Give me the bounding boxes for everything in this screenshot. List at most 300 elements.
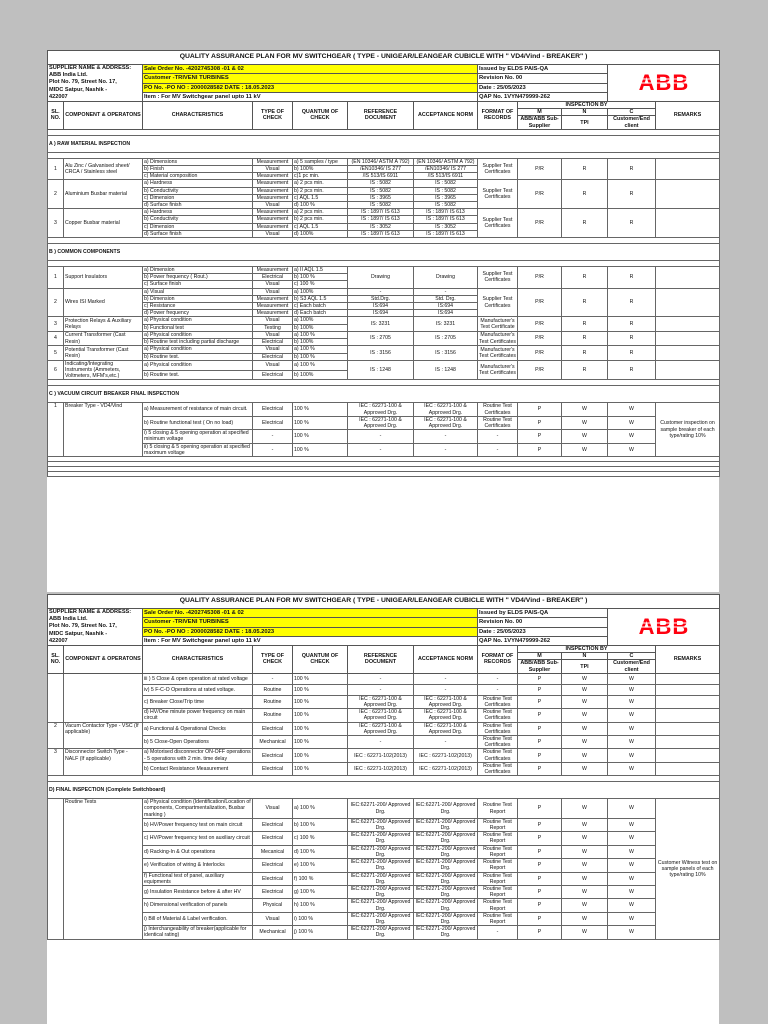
characteristic: b) HV/Power frequency test on main circuit [143,818,253,831]
check-quantum: 100 % [293,722,348,735]
inspection-c: R [608,360,656,380]
remarks [656,288,720,317]
table-row [48,180,720,187]
qap-page-1 [47,50,719,592]
inspection-c: W [608,885,656,898]
check-quantum: b) 100% [293,324,348,331]
table-row [48,684,720,695]
acceptance-norm: IEC:62271-200/ Approved Drg. [414,912,478,925]
inspection-n: W [562,926,608,939]
check-type: Visual [253,230,293,237]
col-reference: REFERENCE DOCUMENT [348,102,414,130]
check-type: Measurement [253,158,293,165]
section-title: A ) RAW MATERIAL INSPECTION [48,135,720,152]
col-m: M [518,653,562,660]
table-row [48,885,720,898]
supplier-address [48,609,143,646]
check-quantum: b) S3 AQL 1.5 [293,295,348,302]
check-type: Electrical [253,353,293,360]
inspection-m: P [518,684,562,695]
acceptance-norm: IEC:62271-200/ Approved Drg. [414,872,478,885]
check-type: Electrical [253,885,293,898]
check-type: Measurement [253,194,293,201]
inspection-c: W [608,818,656,831]
check-type: Measurement [253,223,293,230]
col-acceptance: ACCEPTANCE NORM [414,102,478,130]
characteristic: a) Physical condition [143,360,253,370]
characteristic: c) Breaker Close/Trip time [143,695,253,708]
reference-document: - [348,443,414,456]
check-quantum: d) 100% [293,230,348,237]
col-m-sub: ABB/ABB Sub-Supplier [518,660,562,673]
characteristic: i) Bill of Material & Label verification. [143,912,253,925]
check-type: Electrical [253,339,293,346]
record-format: Manufacturer's Test Certificate [478,317,518,331]
issued-by: Issued by ELDS PAIS-QA [478,609,608,618]
table-row [48,872,720,885]
table-row [48,799,720,819]
sl-number: 4 [48,331,64,345]
col-n-sub: TPI [562,116,608,129]
check-type: Measurement [253,187,293,194]
check-type: - [253,673,293,684]
remarks [656,317,720,331]
sl-number: 5 [48,346,64,360]
col-inspection-by: INSPECTION BY [518,102,656,109]
characteristic: ii) 5 closing & 5 opening operation at specified maximum voltage [143,443,253,456]
component-name: Vacum Contactor Type - VSC (If applicable) [64,722,143,749]
qap-number: QAP No. 1VYN479999-262 [478,92,608,101]
acceptance-norm: IEC:62271-200/ Approved Drg. [414,926,478,939]
record-format: Routine Test Report [478,899,518,912]
inspection-n: W [562,885,608,898]
inspection-n: W [562,673,608,684]
check-type: - [253,430,293,443]
table-row [48,443,720,456]
inspection-m: P [518,443,562,456]
record-format: Routine Test Certificates [478,416,518,429]
sl-number: 1 [48,403,64,457]
acceptance-norm: IS : 2705 [414,331,478,345]
table-row [48,912,720,925]
reference-document: IEC : 62271-102(2013) [348,762,414,775]
record-format: - [478,443,518,456]
check-type: Electrical [253,859,293,872]
col-m: M [518,109,562,116]
acceptance-norm: - [414,736,478,749]
remarks [656,158,720,180]
check-type: Measurement [253,173,293,180]
characteristic: c) Dimension [143,194,253,201]
inspection-m: P [518,403,562,416]
acceptance-norm: IS : 5082 [414,202,478,209]
col-n: N [562,109,608,116]
inspection-m: P [518,736,562,749]
table-row [48,65,720,74]
reference-document: IEC:62271-200/ Approved Drg. [348,832,414,845]
acceptance-norm: IS : 3052 [414,223,478,230]
check-quantum: b) 2 pcs min. [293,187,348,194]
record-format: - [478,684,518,695]
acceptance-norm: IEC : 62271-102(2013) [414,749,478,762]
record-format: - [478,430,518,443]
characteristic: a) Physical condition [143,331,253,338]
inspection-c: W [608,443,656,456]
table-row [48,317,720,324]
remarks [656,684,720,695]
check-type: Visual [253,346,293,353]
component-name: Alu Zinc / Galvanised sheet/ CRCA / Stainless steel [64,158,143,180]
record-format: Routine Test Report [478,832,518,845]
characteristic: d) Surface finish [143,202,253,209]
document-title: QUALITY ASSURANCE PLAN FOR MV SWITCHGEAR ( TYPE - UNIGEAR/LEANGEAR CUBICLE WITH " VD4/Vind - BREAKER" ) [48,51,720,65]
characteristic: d) HV/One minute power frequency on main circuit [143,709,253,722]
check-quantum: b) 100% [293,339,348,346]
record-format: - [478,926,518,939]
inspection-n: R [562,360,608,380]
check-type: Electrical [253,872,293,885]
record-format: Routine Test Report [478,912,518,925]
characteristic: j) Interchangeability of breaker(applicable for identical rating) [143,926,253,939]
qap-table-page-1 [47,50,720,477]
characteristic: a) Functional & Operational Checks [143,722,253,735]
sl-number: 3 [48,317,64,331]
record-format: Routine Test Report [478,799,518,819]
col-c: C [608,109,656,116]
acceptance-norm: - [414,443,478,456]
inspection-n: W [562,818,608,831]
reference-document: IEC:62271-200/ Approved Drg. [348,926,414,939]
remarks [656,762,720,775]
record-format: Routine Test Certificates [478,736,518,749]
check-type: Measurement [253,267,293,274]
section-d [48,776,720,939]
inspection-m: P [518,722,562,735]
inspection-n: W [562,749,608,762]
inspection-n: W [562,430,608,443]
check-quantum: b) 100 % [293,274,348,281]
inspection-n: W [562,684,608,695]
col-n: N [562,653,608,660]
component-name [64,673,143,722]
inspection-m: P [518,673,562,684]
inspection-c: W [608,709,656,722]
characteristic: d) Racking-In & Out operations [143,845,253,858]
inspection-n: R [562,158,608,180]
check-type: Measurement [253,180,293,187]
check-quantum: f) 100 % [293,872,348,885]
check-quantum: a) 100 % [293,360,348,370]
reference-document: IS : 3052 [348,223,414,230]
record-format: Routine Test Certificates [478,709,518,722]
inspection-c: W [608,762,656,775]
inspection-m: P [518,872,562,885]
check-type: Testing [253,324,293,331]
characteristic: b) Routine test. [143,370,253,380]
cell-line: MIDC Satpur, Nashik - [49,630,108,637]
reference-document: Std.Drg. [348,295,414,302]
check-type: Measurement [253,209,293,216]
reference-document: IEC:62271-200/ Approved Drg. [348,872,414,885]
sl-number: 6 [48,360,64,380]
record-format: Manufacturer's Test Certificates [479,332,516,345]
remarks [656,736,720,749]
inspection-m: P [518,709,562,722]
customer: Customer -TRIVENI TURBINES [143,74,478,83]
characteristic: a) Physical condition [143,317,253,324]
remarks [656,209,720,238]
col-format: FORMAT OF RECORDS [478,102,518,130]
characteristic: a) Physical condition [143,346,253,353]
section-c-continued [48,673,720,775]
record-format: Routine Test Certificates [478,749,518,762]
acceptance-norm: IEC:62271-200/ Approved Drg. [414,832,478,845]
inspection-m: P [518,749,562,762]
inspection-c: R [608,288,656,317]
table-row [48,386,720,403]
inspection-c: W [608,684,656,695]
characteristic: c) Resistance [143,303,253,310]
remarks [656,709,720,722]
inspection-c: W [608,872,656,885]
col-quantum: QUANTUM OF CHECK [293,102,348,130]
check-type: Visual [253,317,293,324]
document-header [48,595,720,674]
remarks [656,673,720,684]
characteristic: b) Power frequency ( Rout.) [143,274,253,281]
check-quantum: 100 % [293,403,348,416]
acceptance-norm: - [414,684,478,695]
section-a [48,129,720,237]
reference-document: IS : 1248 [348,360,414,380]
check-type: Visual [253,202,293,209]
col-remarks: REMARKS [656,646,720,674]
sl-number: 3 [48,749,64,776]
reference-document: IEC:62271-200/ Approved Drg. [348,799,414,819]
check-type: - [253,443,293,456]
check-quantum: e) 100 % [293,859,348,872]
check-type: Electrical [253,818,293,831]
table-row [48,416,720,429]
table-row [48,736,720,749]
abb-logo-cell [608,65,720,102]
revision-number: Revision No. 00 [478,618,608,627]
col-acceptance: ACCEPTANCE NORM [414,646,478,674]
component-name: Protection Relays & Auxiliary Relays [64,317,143,331]
record-format: Supplier Test Certificates [478,209,518,238]
table-row [48,926,720,939]
reference-document: IEC:62271-200/ Approved Drg. [348,912,414,925]
characteristic: b) Dimension [143,295,253,302]
check-type: Mecanical [253,845,293,858]
check-type: Visual [253,331,293,338]
inspection-m: P [518,845,562,858]
characteristic: b) Routine test including partial discharge [143,339,253,346]
cell-line: 422007 [49,93,68,100]
check-quantum: a) 100% [293,317,348,324]
check-type: Electrical [253,832,293,845]
acceptance-norm: IS : 1897/ IS 613 [414,209,478,216]
check-type: Routine [253,684,293,695]
table-row [48,832,720,845]
col-reference: REFERENCE DOCUMENT [348,646,414,674]
inspection-c: W [608,799,656,819]
check-type: Visual [253,912,293,925]
sl-number: 1 [48,267,64,289]
inspection-c: W [608,416,656,429]
inspection-m: P [518,832,562,845]
inspection-n: W [562,416,608,429]
inspection-c: W [608,899,656,912]
check-type: Visual [253,360,293,370]
document-date: Date : 25/05/2023 [478,83,608,92]
table-row [48,209,720,216]
table-row [48,782,720,799]
reference-document: IEC : 62271-100 & Approved Drg. [348,403,414,416]
acceptance-norm: - [414,288,478,295]
check-quantum: c) AQL 1.5 [293,223,348,230]
table-row [48,722,720,735]
cell-line: ABB India Ltd. [49,72,88,79]
blank-cell [48,471,720,476]
check-type: Routine [253,695,293,708]
section-b [48,238,720,380]
check-quantum: 100 % [293,736,348,749]
sl-number: 2 [48,288,64,317]
inspection-c: W [608,845,656,858]
col-component: COMPONENT & OPERATONS [64,102,143,130]
reference-document: IS : 1897/ IS 613 [348,209,414,216]
inspection-c: W [608,832,656,845]
record-format: Supplier Test Certificates [478,158,518,180]
inspection-c: R [608,317,656,331]
inspection-c: W [608,722,656,735]
inspection-c: W [608,695,656,708]
check-quantum: c) 100 % [293,832,348,845]
inspection-c: W [608,859,656,872]
inspection-n: W [562,832,608,845]
acceptance-norm: IEC:62271-200/ Approved Drg. [414,859,478,872]
record-format: Routine Test Report [478,818,518,831]
purchase-order: PO No. -PO NO : 2000028582 DATE : 18.05.2023 [143,83,478,92]
sale-order: Sale Order No. -4202745308 -01 & 02 [143,609,478,618]
acceptance-norm: IEC:62271-200/ Approved Drg. [414,845,478,858]
characteristic: a) Hardness [143,180,253,187]
inspection-c: R [608,346,656,360]
inspection-m: P [518,762,562,775]
remarks [656,331,720,345]
reference-document: IS:694 [348,303,414,310]
component-name: Copper Busbar material [64,209,143,238]
supplier-label: SUPPLIER NAME & ADDRESS: [49,609,132,615]
check-type: Visual [253,799,293,819]
check-quantum: c) 100 % [293,281,348,288]
qap-number: QAP No. 1VYN479999-262 [478,636,608,645]
acceptance-norm: /EN10346/ IS 277 [414,166,478,173]
check-type: Electrical [253,749,293,762]
characteristic: iii ) 5 Close & open operation at rated voltage [143,673,253,684]
customer: Customer -TRIVENI TURBINES [143,618,478,627]
check-quantum: 100 % [293,673,348,684]
section-title: D) FINAL INSPECTION (Complete Switchboard) [48,782,720,799]
col-type: TYPE OF CHECK [253,646,293,674]
supplier-label: SUPPLIER NAME & ADDRESS: [49,65,132,71]
reference-document: IS : 3965 [348,194,414,201]
table-row [48,267,720,274]
sl-number [48,799,64,939]
abb-logo [634,69,694,95]
check-type: Electrical [253,722,293,735]
inspection-m: P [518,695,562,708]
check-type: Measurement [253,303,293,310]
table-row [48,646,720,653]
acceptance-norm: IEC : 62271-100 & Approved Drg. [414,403,478,416]
inspection-c: R [608,267,656,289]
supplier-address [48,65,143,102]
inspection-n: R [562,288,608,317]
inspection-m: P/R [518,288,562,317]
check-quantum: b) 100% [293,166,348,173]
table-row [48,859,720,872]
document-header [48,51,720,130]
inspection-n: R [562,209,608,238]
revision-number: Revision No. 00 [478,74,608,83]
reference-document: IEC:62271-200/ Approved Drg. [348,845,414,858]
check-quantum: i) 100 % [293,912,348,925]
acceptance-norm: IEC:62271-200/ Approved Drg. [414,799,478,819]
acceptance-norm: IS : 1248 [414,360,478,380]
acceptance-norm: Std. Drg. [414,295,478,302]
reference-document: IS : 2705 [348,331,414,345]
characteristic: b) Routine functional test ( On no load) [143,416,253,429]
col-c: C [608,653,656,660]
document-date: Date : 25/05/2023 [478,627,608,636]
component-name: Indicating/Integrating Instruments (Ammeters, Voltmeters, MFM's,etc.) [64,360,143,380]
record-format: Routine Test Certificates [478,695,518,708]
sl-number: 2 [48,722,64,749]
reference-document: IS : 5082 [348,202,414,209]
qap-table-page-2 [47,594,720,940]
inspection-m: P [518,799,562,819]
characteristic: b) Conductivity [143,216,253,223]
inspection-m: P [518,899,562,912]
inspection-m: P/R [518,267,562,289]
inspection-n: W [562,403,608,416]
record-format: Routine Test Certificates [478,403,518,416]
inspection-m: P/R [518,331,562,345]
reference-document: IEC : 62271-102(2013) [348,749,414,762]
check-quantum: 100 % [293,695,348,708]
inspection-m: P/R [518,346,562,360]
inspection-n: W [562,799,608,819]
table-row [48,673,720,684]
inspection-n: W [562,695,608,708]
check-quantum: 100 % [293,416,348,429]
table-row [48,158,720,165]
record-format: Supplier Test Certificates [478,288,518,317]
table-row [48,331,720,338]
inspection-c: W [608,403,656,416]
reference-document: (EN 10346/ ASTM A 792) [348,158,414,165]
check-type: Mechanical [253,926,293,939]
inspection-n: R [562,267,608,289]
check-quantum: 100 % [293,762,348,775]
remarks: Customer Witness test on sample panels of each type/rating 10% [656,799,720,939]
characteristic: b) Conductivity [143,187,253,194]
check-type: Electrical [253,274,293,281]
component-name: Current Transformer (Cast Resin) [64,331,143,345]
check-quantum: a) 100 % [293,799,348,819]
